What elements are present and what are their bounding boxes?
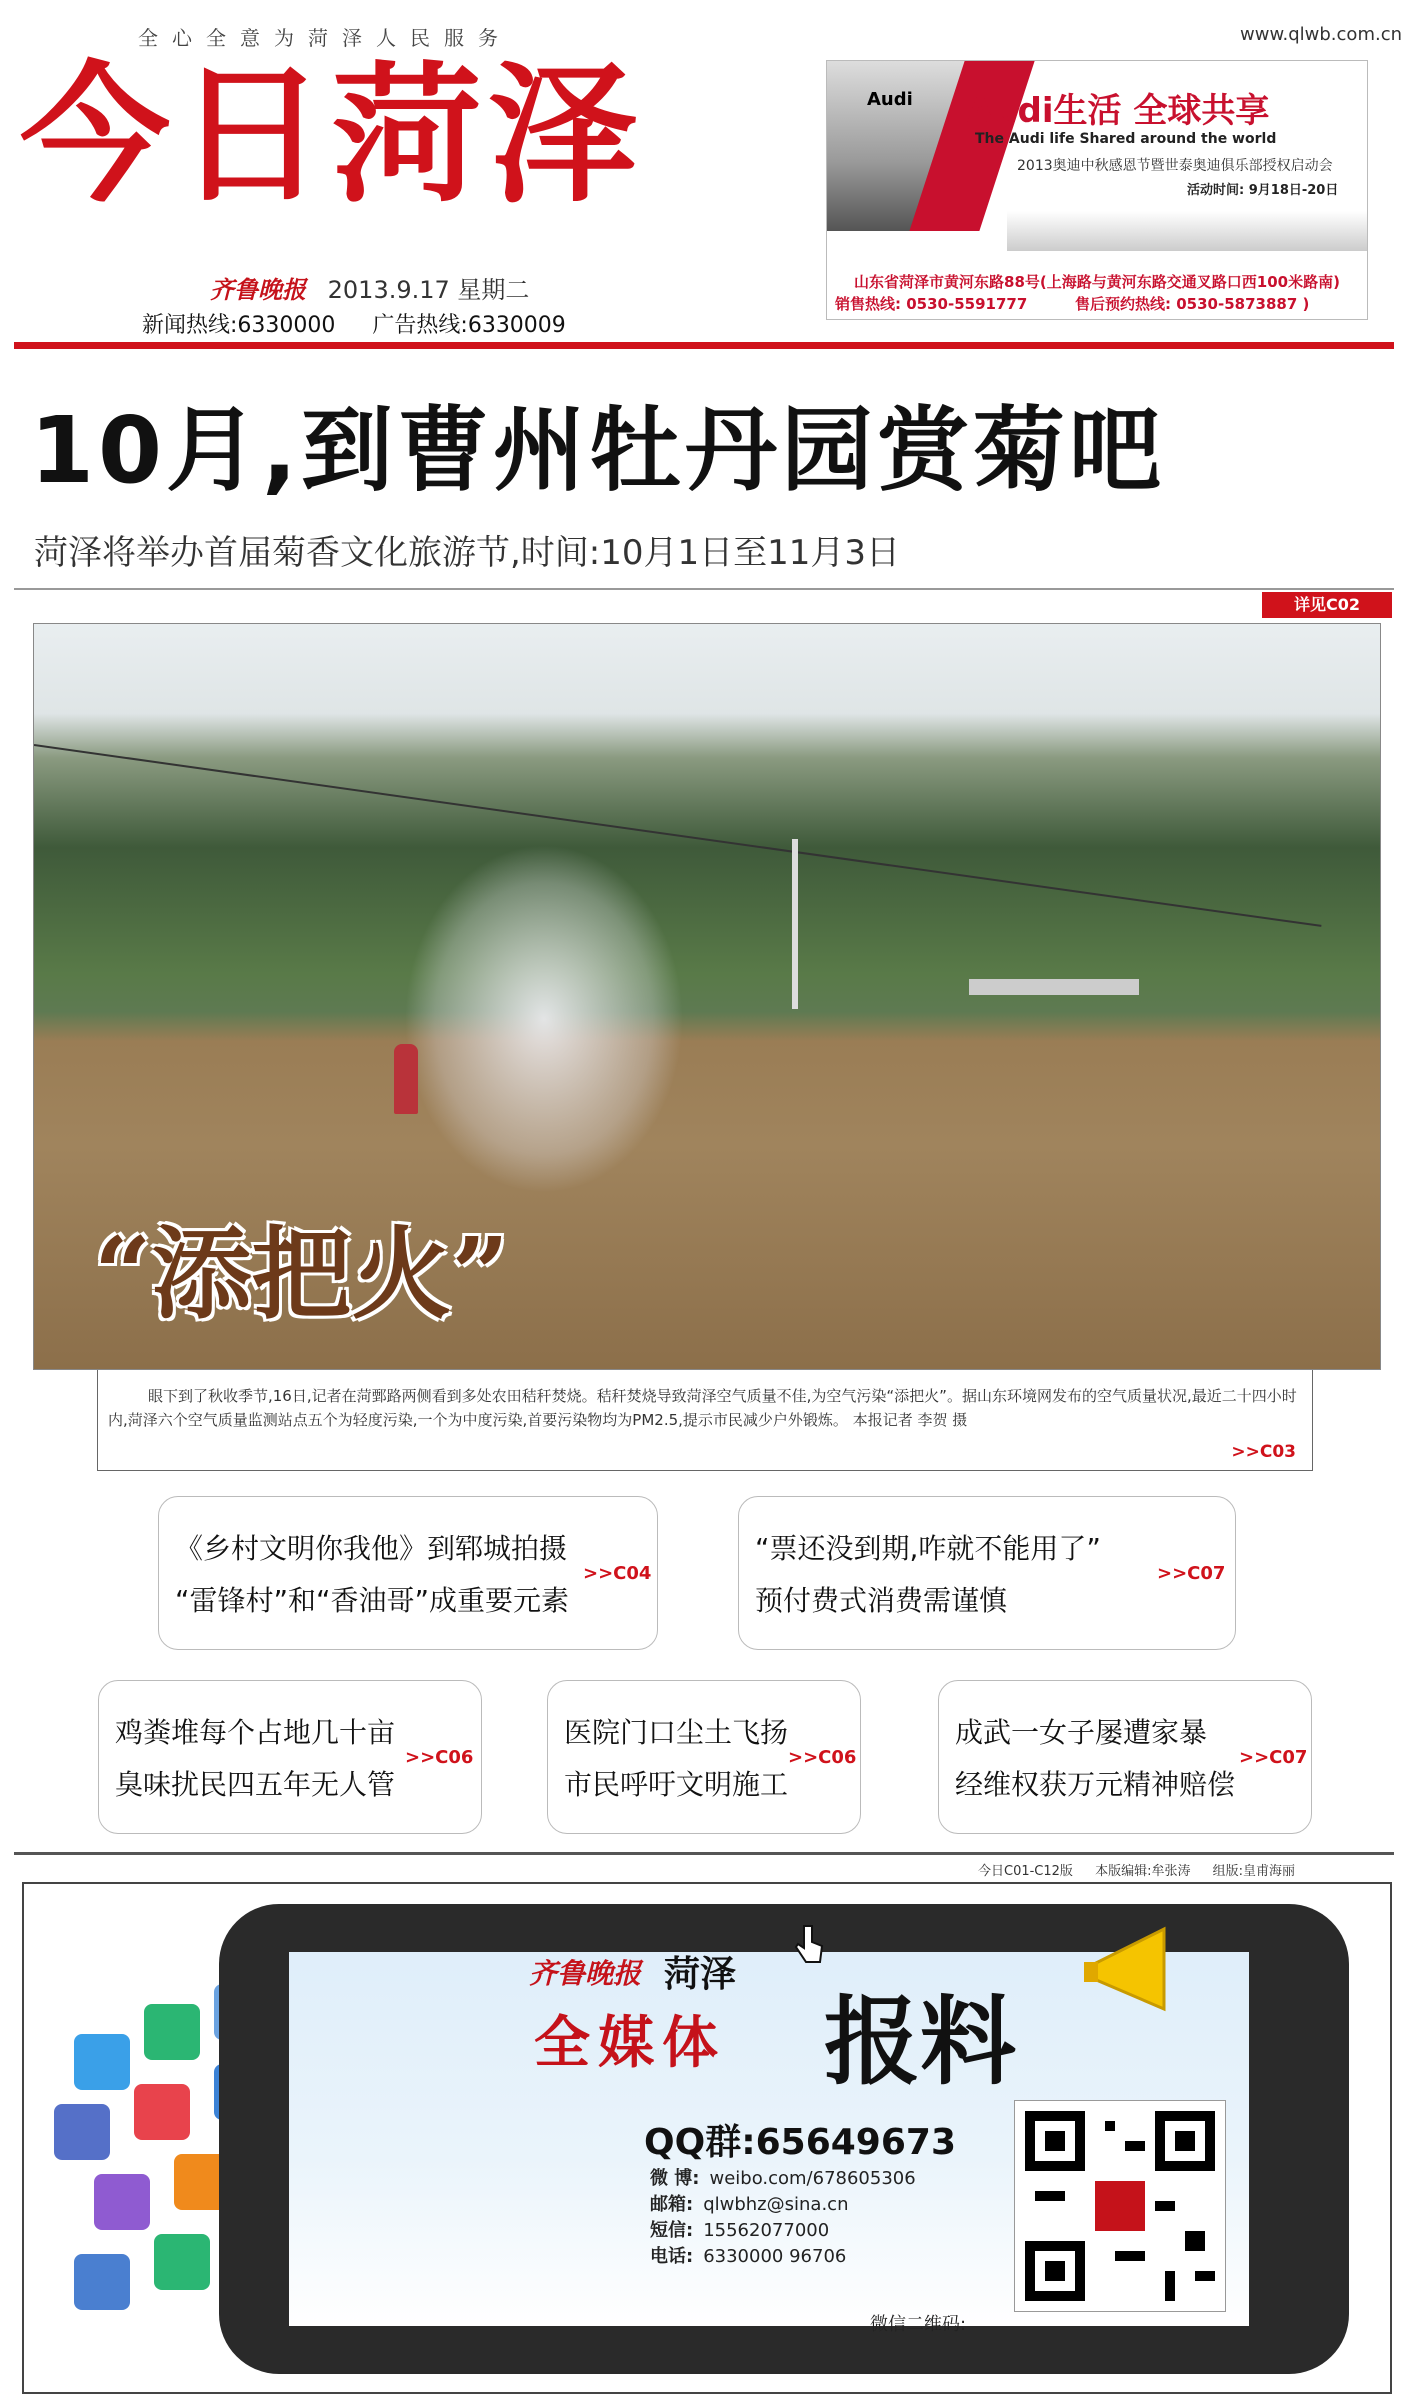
- teaser-domestic-violence[interactable]: [938, 1680, 1312, 1834]
- star-icon: [144, 2004, 200, 2060]
- teaser-hospital-dust[interactable]: [547, 1680, 861, 1834]
- wechat-label: 微信二维码:: [870, 2314, 967, 2335]
- utility-pole: [792, 839, 798, 1009]
- phone-label: 电话:: [650, 2246, 694, 2267]
- phone-contact: [650, 2242, 846, 2268]
- teaser-ref[interactable]: >>C07: [1157, 1563, 1226, 1584]
- editor-credit: 本版编辑:牟张涛: [1095, 1864, 1191, 1879]
- teaser-line-1: “票还没到期,咋就不能用了”: [755, 1532, 1101, 1565]
- teaser-village-film[interactable]: [158, 1496, 658, 1650]
- banner-brand: 齐鲁晚报: [529, 1957, 642, 1990]
- website-link[interactable]: www.qlwb.com.cn: [1240, 24, 1402, 45]
- page-range: 今日C01-C12版: [978, 1864, 1073, 1879]
- teaser-prepaid-consumption[interactable]: [738, 1496, 1236, 1650]
- lock-icon: [94, 2174, 150, 2230]
- ad-title: Audi生活 全球共享: [967, 91, 1270, 131]
- page-credits: [960, 1860, 1295, 1879]
- teaser-line-2: 臭味扰民四五年无人管: [115, 1768, 396, 1801]
- email-contact[interactable]: [650, 2190, 848, 2216]
- teaser-line-2: 预付费式消费需谨慎: [755, 1584, 1008, 1617]
- sales-phone: 销售热线: 0530-5591777: [835, 295, 1028, 313]
- masthead-title: 今日菏泽: [20, 47, 645, 223]
- farm-building: [969, 979, 1139, 995]
- power-line: [34, 744, 1322, 927]
- calculator-icon: [74, 2254, 130, 2310]
- hotlines: [142, 308, 596, 339]
- teaser-ref[interactable]: >>C04: [583, 1563, 652, 1584]
- ad-event: 2013奥迪中秋感恩节暨世泰奥迪俱乐部授权启动会: [1017, 158, 1333, 174]
- teaser-line-1: 鸡粪堆每个占地几十亩: [115, 1716, 396, 1749]
- detail-ref-tag[interactable]: 详见C02: [1262, 592, 1392, 618]
- issue-date: 2013.9.17 星期二: [327, 276, 530, 304]
- banner-report: 报料: [824, 1985, 1016, 2098]
- ad-tagline: The Audi life Shared around the world: [975, 131, 1277, 147]
- teaser-line-2: “雷锋村”和“香油哥”成重要元素: [175, 1584, 570, 1617]
- media-report-banner[interactable]: [22, 1882, 1392, 2394]
- teaser-line-2: 市民呼吁文明施工: [564, 1768, 789, 1801]
- weibo-contact[interactable]: [650, 2164, 916, 2190]
- banner-media: 全媒体: [534, 2011, 726, 2076]
- lead-divider: [14, 588, 1394, 590]
- skyline-graphic: [1007, 211, 1367, 251]
- teaser-manure-piles[interactable]: [98, 1680, 482, 1834]
- teaser-line-2: 经维权获万元精神赔偿: [955, 1768, 1236, 1801]
- service-phone: 售后预约热线: 0530-5873887 ): [1075, 295, 1310, 313]
- farmer-figure: [394, 1044, 418, 1114]
- teaser-ref[interactable]: >>C07: [1239, 1747, 1308, 1768]
- hand-cursor-icon: [794, 1924, 824, 1964]
- slogan: 全心全意为菏泽人民服务: [138, 26, 512, 50]
- wechat-qr-code[interactable]: [1014, 2100, 1226, 2312]
- header-divider: [14, 342, 1394, 349]
- photo-caption: 眼下到了秋收季节,16日,记者在菏鄄路两侧看到多处农田秸秆焚烧。秸秆焚烧导致菏泽空气质量不佳,为空气污染“添把火”。据山东环境网发布的空气质量状况,最近二十四小时内,菏泽六个空气质量监测站点五个为轻度污染,一个为中度污染,首要污染物均为PM2.5,提示市民减少户外锻炼。 本报记者 李贺 摄: [108, 1387, 1297, 1429]
- caption-ref[interactable]: >>C03: [1231, 1442, 1296, 1462]
- banner-city: 菏泽: [664, 1954, 737, 1995]
- sms-contact: [650, 2216, 829, 2242]
- qq-group[interactable]: QQ群:65649673: [644, 2122, 956, 2163]
- footer-divider: [14, 1852, 1394, 1855]
- teaser-line-1: 《乡村文明你我他》到郓城拍摄: [175, 1532, 568, 1565]
- lead-subhead: 菏泽将举办首届菊香文化旅游节,时间:10月1日至11月3日: [34, 533, 901, 573]
- smoke-plume: [404, 844, 684, 1194]
- email-label: 邮箱:: [650, 2194, 694, 2215]
- email-value[interactable]: qlwbhz@sina.cn: [703, 2194, 849, 2215]
- ad-hotline: 广告热线:6330009: [372, 313, 566, 338]
- teaser-line-1: 成武一女子屡遭家暴: [955, 1716, 1208, 1749]
- sms-value: 15562077000: [703, 2220, 830, 2241]
- brand-logo: 齐鲁晚报: [210, 275, 306, 304]
- straw-burning-photo: [33, 623, 1381, 1370]
- film-icon: [154, 2234, 210, 2290]
- phone-value: 6330000 96706: [703, 2246, 847, 2267]
- megaphone-icon: [1084, 1924, 1194, 2014]
- ad-phones: [835, 293, 1365, 314]
- layout-credit: 组版:皇甫海丽: [1212, 1864, 1295, 1879]
- audi-logo: Audi: [867, 89, 913, 110]
- teaser-ref[interactable]: >>C06: [405, 1747, 474, 1768]
- camera-icon: [54, 2104, 110, 2160]
- map-pin-icon: [134, 2084, 190, 2140]
- ad-event-time: 活动时间: 9月18日-20日: [1187, 183, 1339, 198]
- audi-advertisement[interactable]: [826, 60, 1368, 320]
- teaser-ref[interactable]: >>C06: [788, 1747, 857, 1768]
- photo-caption-box: [97, 1370, 1313, 1471]
- teaser-line-1: 医院门口尘土飞扬: [564, 1716, 789, 1749]
- image-icon: [74, 2034, 130, 2090]
- lead-headline[interactable]: 10月,到曹州牡丹园赏菊吧: [30, 397, 1165, 504]
- qr-code-icon: [1015, 2101, 1225, 2311]
- photo-overlay-title: “添把火”: [94, 1215, 510, 1333]
- news-hotline: 新闻热线:6330000: [142, 313, 336, 338]
- ad-address: 山东省菏泽市黄河东路88号(上海路与黄河东路交通叉路口西100米路南): [854, 273, 1340, 291]
- weibo-label: 微 博:: [650, 2168, 700, 2189]
- issue-line: [210, 270, 529, 305]
- sms-label: 短信:: [650, 2220, 694, 2241]
- weibo-value[interactable]: weibo.com/678605306: [709, 2168, 916, 2189]
